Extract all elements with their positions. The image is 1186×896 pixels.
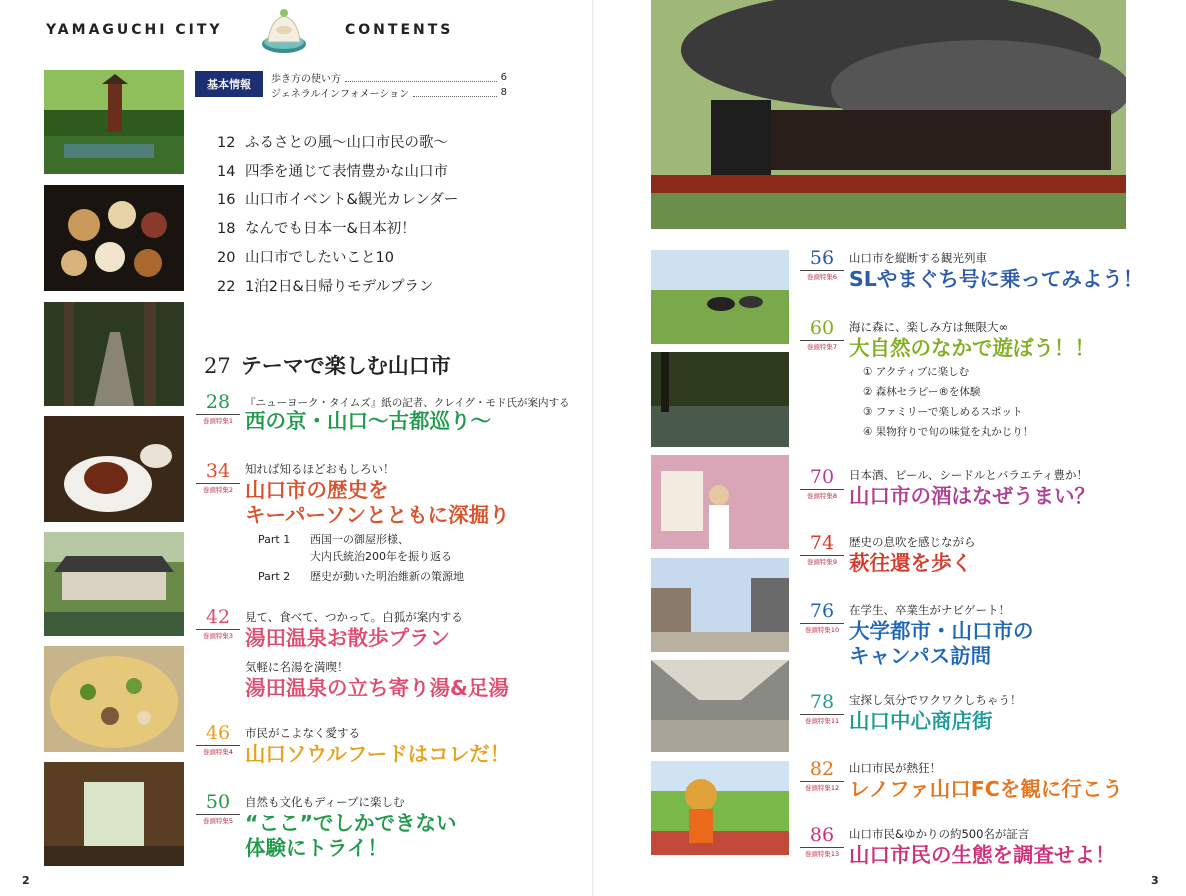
feature-subtitle: 気軽に名湯を満喫！	[245, 660, 349, 674]
feature-subtitle: 自然も文化もディープに楽しむ	[245, 795, 405, 809]
feature-sub-item: ② 森林セラピー®を体験	[863, 386, 981, 398]
feature-title[interactable]: 湯田温泉の立ち寄り湯&足湯	[245, 676, 509, 700]
shaved-ice-emblem-icon	[258, 4, 310, 56]
feature-tag: 巻頭特集8	[800, 489, 844, 500]
sake-shop-photo	[651, 455, 789, 549]
feature-title[interactable]: レノファ山口FCを観に行こう	[849, 777, 1123, 801]
feature-subtitle: 山口市民&ゆかりの約500名が証言	[849, 827, 1030, 841]
feature-number: 50	[205, 791, 231, 813]
feature-title[interactable]: 山口市の歴史を	[245, 478, 389, 502]
feature-subtitle: 『ニューヨーク・タイムズ』紙の記者、クレイグ・モド氏が案内する	[245, 397, 570, 409]
right-page	[593, 0, 1186, 896]
basic-info-label: 基本情報	[195, 71, 263, 97]
feature-number: 82	[809, 758, 835, 780]
wooden-interior-photo	[44, 762, 184, 866]
feature-title[interactable]: “ここ”でしかできない	[245, 811, 457, 835]
feature-part: Part 1 西国一の御屋形様、	[258, 533, 409, 546]
feature-tag: 巻頭特集1	[196, 414, 240, 425]
feature-number: 86	[809, 824, 835, 846]
feature-title[interactable]: 湯田温泉お散歩プラン	[245, 626, 450, 650]
temple-garden-photo	[44, 70, 184, 174]
feature-number: 56	[809, 247, 835, 269]
feature-tag: 巻頭特集11	[800, 714, 844, 725]
page-number-right: 3	[1151, 874, 1159, 887]
toc-entry[interactable]: 18 なんでも日本一&日本初！	[217, 221, 416, 237]
feature-subtitle: 見て、食べて、つかって。白狐が案内する	[245, 610, 463, 624]
feature-title[interactable]: 山口市の酒はなぜうまい？	[849, 484, 1095, 508]
feature-tag: 巻頭特集4	[196, 745, 240, 756]
feature-tag: 巻頭特集9	[800, 555, 844, 566]
feature-number: 34	[205, 460, 231, 482]
feature-number: 70	[809, 466, 835, 488]
feature-title[interactable]: 体験にトライ！	[245, 836, 388, 860]
feature-title[interactable]: SLやまぐち号に乗ってみよう！	[849, 267, 1144, 291]
feature-number: 74	[809, 532, 835, 554]
feature-tag: 巻頭特集13	[800, 847, 844, 858]
toc-entry[interactable]: 14 四季を通じて表情豊かな山口市	[217, 164, 448, 180]
feature-title[interactable]: 大学都市・山口市の	[849, 619, 1034, 643]
campus-photo	[651, 558, 789, 652]
feature-title[interactable]: 山口中心商店街	[849, 709, 993, 733]
feature-subtitle: 宝探し気分でワクワクしちゃう！	[849, 693, 1022, 707]
historic-house-photo	[44, 532, 184, 636]
feature-sub-item: ① アクティブに楽しむ	[863, 366, 970, 378]
feature-sub-item: ④ 果物狩りで旬の味覚を丸かじり！	[863, 426, 1034, 438]
header-contents: CONTENTS	[345, 22, 454, 38]
feature-number: 28	[205, 391, 231, 413]
feature-title[interactable]: 大自然のなかで遊ぼう！！	[849, 336, 1095, 360]
feature-subtitle: 海に森に、楽しみ方は無限大∞	[849, 320, 1009, 334]
feature-tag: 巻頭特集7	[800, 340, 844, 351]
shopping-arcade-photo	[651, 660, 789, 752]
feature-subtitle: 知れば知るほどおもしろい！	[245, 462, 395, 476]
feature-part: Part 2 歴史が動いた明治維新の策源地	[258, 570, 464, 583]
feature-title[interactable]: 山口ソウルフードはコレだ！	[245, 742, 511, 766]
feature-subtitle: 山口市民が熱狂！	[849, 761, 941, 775]
feature-sub-item: ③ ファミリーで楽しめるスポット	[863, 406, 1023, 418]
feature-title[interactable]: 西の京・山口〜古都巡り〜	[245, 409, 491, 433]
feature-title[interactable]: 萩往還を歩く	[849, 551, 972, 575]
toc-entry[interactable]: 16 山口市イベント&観光カレンダー	[217, 192, 459, 208]
feature-part: 大内氏統治200年を振り返る	[310, 550, 452, 563]
feature-subtitle: 山口市を縦断する観光列車	[849, 251, 987, 265]
feature-tag: 巻頭特集2	[196, 483, 240, 494]
feature-tag: 巻頭特集3	[196, 629, 240, 640]
feature-title[interactable]: 山口市民の生態を調査せよ！	[849, 843, 1116, 867]
feature-subtitle: 在学生、卒業生がナビゲート！	[849, 603, 1010, 617]
feature-title[interactable]: キーパーソンとともに深掘り	[245, 503, 510, 527]
feature-subtitle: 市民がこよなく愛する	[245, 726, 360, 740]
steam-locomotive-photo	[651, 0, 1126, 229]
forest-river-photo	[651, 352, 789, 447]
header-city: YAMAGUCHI CITY	[46, 22, 223, 38]
basic-info-row[interactable]: 歩き方の使い方 6	[271, 72, 507, 85]
page-number-left: 2	[22, 874, 30, 887]
champon-noodle-photo	[44, 646, 184, 752]
cows-pasture-photo	[651, 250, 789, 344]
theme-heading[interactable]: 27 テーマで楽しむ山口市	[204, 354, 451, 378]
feature-tag: 巻頭特集12	[800, 781, 844, 792]
feature-number: 46	[205, 722, 231, 744]
feature-tag: 巻頭特集10	[800, 623, 844, 634]
basic-info-row[interactable]: ジェネラルインフォメーション 8	[271, 87, 507, 100]
hamburger-plate-photo	[44, 416, 184, 522]
toc-entry[interactable]: 22 1泊2日&日帰りモデルプラン	[217, 279, 434, 295]
feature-title[interactable]: キャンパス訪問	[849, 644, 992, 668]
stone-path-photo	[44, 302, 184, 406]
renofa-mascot-photo	[651, 761, 789, 855]
feature-tag: 巻頭特集5	[196, 814, 240, 825]
feature-subtitle: 日本酒、ビール、シードルとバラエティ豊か！	[849, 468, 1088, 482]
toc-entry[interactable]: 20 山口市でしたいこと10	[217, 250, 394, 266]
feature-number: 78	[809, 691, 835, 713]
feature-tag: 巻頭特集6	[800, 270, 844, 281]
food-tray-photo	[44, 185, 184, 291]
feature-subtitle: 歴史の息吹を感じながら	[849, 535, 976, 549]
feature-number: 42	[205, 606, 231, 628]
feature-number: 60	[809, 317, 835, 339]
feature-number: 76	[809, 600, 835, 622]
toc-entry[interactable]: 12 ふるさとの風〜山口市民の歌〜	[217, 135, 448, 151]
